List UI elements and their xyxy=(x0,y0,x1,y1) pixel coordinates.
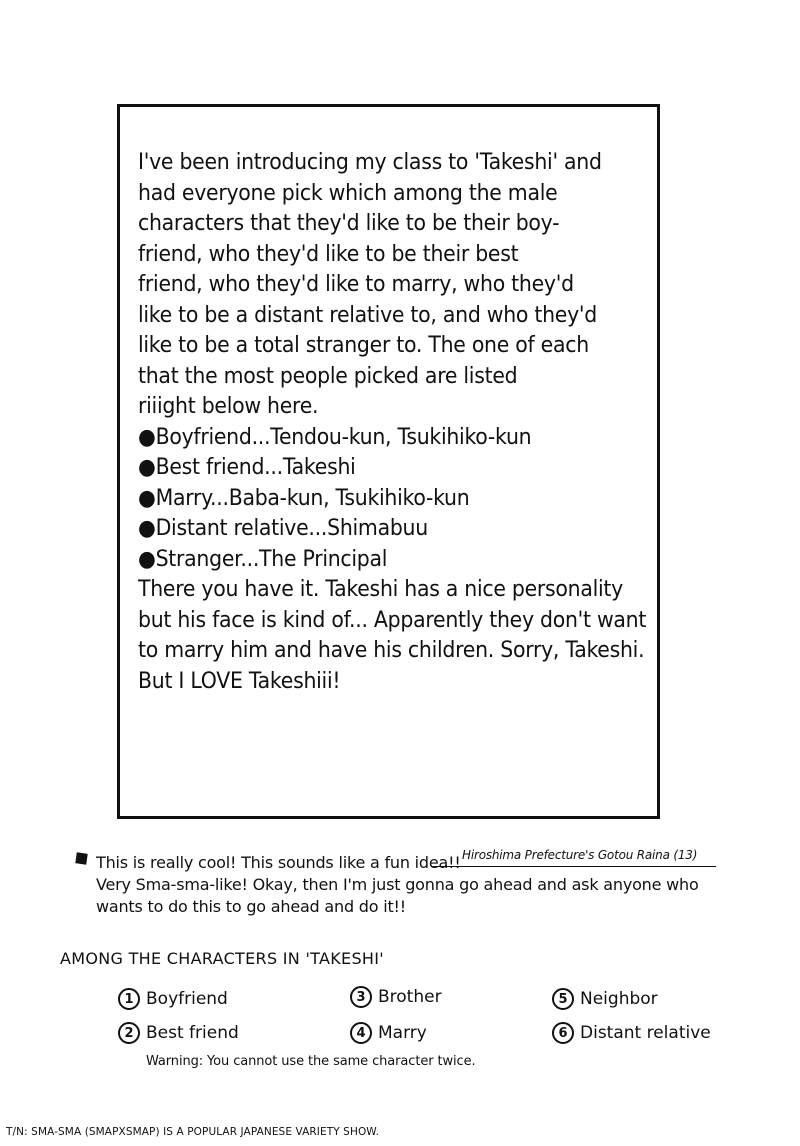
circled-number-icon: 3 xyxy=(350,986,372,1008)
square-bullet-icon xyxy=(75,852,87,864)
letter-line: that the most people picked are listed xyxy=(138,363,518,389)
letter-line: like to be a distant relative to, and who they'd xyxy=(138,302,597,328)
letter-line: riiight below here. xyxy=(138,394,319,419)
letter-bullet-line: ●Marry...Baba-kun, Tsukihiko-kun xyxy=(138,485,470,511)
warning-note: Warning: You cannot use the same character twice. xyxy=(146,1054,476,1069)
reader-credit: Hiroshima Prefecture's Gotou Raina (13) xyxy=(462,848,698,862)
category-label: Marry xyxy=(378,1023,427,1043)
circled-number-icon: 5 xyxy=(552,988,574,1010)
letter-line: There you have it. Takeshi has a nice personality xyxy=(138,577,623,602)
letter-line: characters that they'd like to be their boy- xyxy=(138,211,560,236)
letter-text xyxy=(138,148,648,697)
category-marry xyxy=(350,1022,427,1044)
letter-line: like to be a total stranger to. The one of each xyxy=(138,333,589,358)
letter-line: but his face is kind of... Apparently they don't want xyxy=(138,607,647,633)
letter-bullet-line: ●Best friend...Takeshi xyxy=(138,455,356,480)
category-neighbor xyxy=(552,988,658,1010)
circled-number-icon: 6 xyxy=(552,1022,574,1044)
category-label: Neighbor xyxy=(580,989,658,1009)
letter-bullet-line: ●Stranger...The Principal xyxy=(138,546,388,572)
letter-line: friend, who they'd like to be their best xyxy=(138,241,519,267)
category-best-friend xyxy=(118,1022,239,1044)
editor-reply xyxy=(96,852,699,918)
category-label: Boyfriend xyxy=(146,989,228,1009)
category-brother xyxy=(350,986,442,1008)
category-label: Distant relative xyxy=(580,1023,711,1043)
translator-note: T/N: SMA-SMA (SMAPXSMAP) IS A POPULAR JAPANESE VARIETY SHOW. xyxy=(6,1126,380,1138)
letter-bullet-line: ●Distant relative...Shimabuu xyxy=(138,516,428,541)
letter-bullet-line: ●Boyfriend...Tendou-kun, Tsukihiko-kun xyxy=(138,424,532,450)
reply-line: This is really cool! This sounds like a fun idea!! xyxy=(96,853,461,872)
reply-line: wants to do this to go ahead and do it!! xyxy=(96,897,406,916)
letter-line: to marry him and have his children. Sorry, Takeshi. xyxy=(138,638,645,663)
circled-number-icon: 2 xyxy=(118,1022,140,1044)
circled-number-icon: 4 xyxy=(350,1022,372,1044)
category-boyfriend xyxy=(118,988,228,1010)
reply-line: Very Sma-sma-like! Okay, then I'm just gonna go ahead and ask anyone who xyxy=(96,875,699,894)
letter-line: had everyone pick which among the male xyxy=(138,180,558,206)
category-label: Brother xyxy=(378,987,442,1007)
category-label: Best friend xyxy=(146,1023,239,1043)
characters-heading: AMONG THE CHARACTERS IN 'TAKESHI' xyxy=(60,949,384,968)
letter-line: I've been introducing my class to 'Takeshi' and xyxy=(138,150,602,175)
letter-line: friend, who they'd like to marry, who they'd xyxy=(138,272,574,297)
letter-line: But I LOVE Takeshiii! xyxy=(138,668,341,694)
category-distant-relative xyxy=(552,1022,711,1044)
circled-number-icon: 1 xyxy=(118,988,140,1010)
